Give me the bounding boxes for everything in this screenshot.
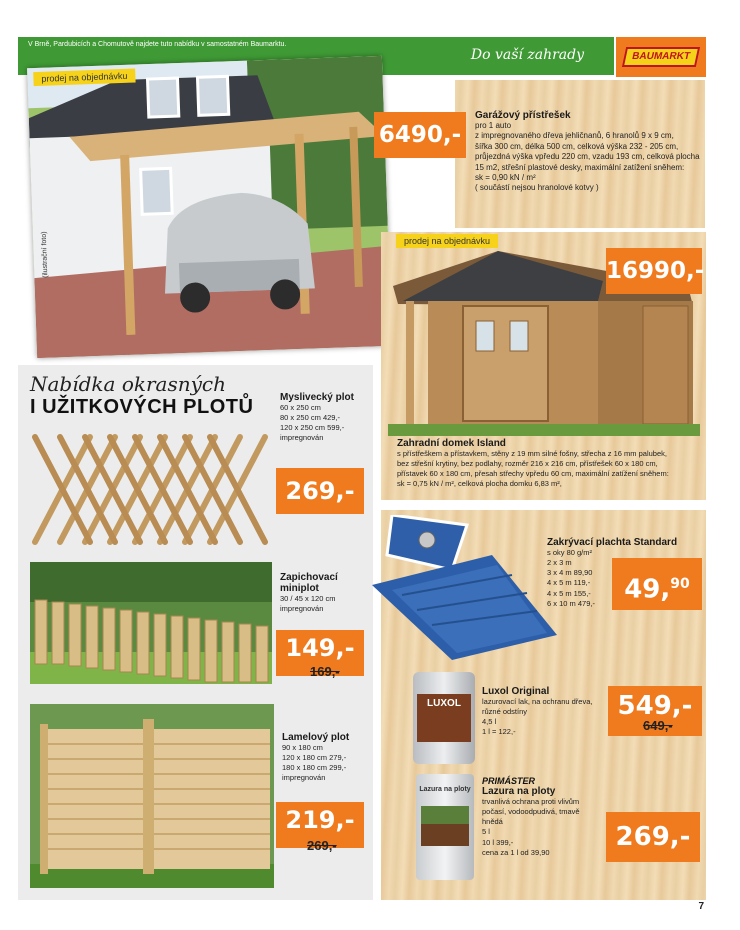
carport-title: Garážový přístřešek <box>475 110 571 121</box>
description-line: šířka 300 cm, délka 500 cm, celková výška 232 - 205 cm, <box>475 141 679 151</box>
description-line: 120 x 250 cm 599,- <box>280 423 345 433</box>
lamel-fence-image <box>30 704 274 888</box>
lazura-price: 269,- <box>606 812 700 862</box>
luxol-price: 549,- <box>608 686 702 736</box>
fence-1-description <box>280 403 370 444</box>
description-line: 180 x 180 cm 299,- <box>282 763 347 773</box>
description-line: impregnován <box>282 773 326 783</box>
fence-1-text <box>280 392 370 444</box>
house-text <box>397 438 703 490</box>
section-title: Do vaší zahrady <box>470 47 584 63</box>
description-line: impregnován <box>280 604 324 614</box>
carport-ribbon: prodej na objednávku <box>33 69 136 87</box>
house-ribbon: prodej na objednávku <box>396 234 498 248</box>
description-line: pro 1 auto <box>475 121 512 130</box>
baumarkt-logo[interactable] <box>616 37 706 77</box>
description-line: sk = 0,90 kN / m² <box>475 172 536 182</box>
fence-3-old-price: 269,- <box>307 838 337 853</box>
fences-heading <box>30 372 253 419</box>
description-line: 4,5 l <box>482 717 497 727</box>
fences-heading-script: Nabídka okrasných <box>30 372 226 396</box>
description-line: 6 x 10 m 479,- <box>547 598 595 608</box>
fence-2-description <box>280 594 370 614</box>
luxol-old-price: 649,- <box>643 718 673 733</box>
lazura-can <box>416 774 474 880</box>
lazura-text <box>482 776 612 858</box>
luxol-can <box>413 672 475 764</box>
header-note: V Brně, Pardubicích a Chomutově najdete tuto nabídku v samostatném Baumarktu. <box>28 41 287 48</box>
description-line: 90 x 180 cm <box>282 743 323 752</box>
description-line: různé odstíny <box>482 707 528 717</box>
description-line: lazurovací lak, na ochranu dřeva, <box>482 697 593 706</box>
description-line: impregnován <box>280 433 324 443</box>
description-line: ( součástí nejsou hranolové kotvy ) <box>475 183 599 193</box>
description-line: 3 x 4 m 89,90 <box>547 568 593 578</box>
description-line: počasí, vodoodpudivá, tmavě <box>482 807 580 817</box>
fence-2-old-price: 169,- <box>310 664 340 679</box>
description-line: 120 x 180 cm 279,- <box>282 753 347 763</box>
description-line: přístavek 60 x 180 cm, přesah střechy vpředu 60 cm, maximální zatížení sněhem: <box>397 469 669 479</box>
fence-3-description <box>282 743 372 784</box>
luxol-title: Luxol Original <box>482 686 550 697</box>
description-line: 1 l = 122,- <box>482 727 516 737</box>
fence-3-title: Lamelový plot <box>282 732 350 743</box>
house-description <box>397 449 703 490</box>
description-line: 2 x 3 m <box>547 558 572 568</box>
description-line: cena za 1 l od 39,90 <box>482 847 550 857</box>
fence-1-title: Myslivecký plot <box>280 392 354 403</box>
description-line: 4 x 5 m 119,- <box>547 578 591 588</box>
description-line: 15 m2, střešní plastové desky, maximální zatížení sněhem: <box>475 162 685 172</box>
page-number: 7 <box>698 901 704 912</box>
description-line: z impregnovaného dřeva jehličnanů, 6 hranolů 9 x 9 cm, <box>475 131 674 141</box>
description-line: 10 l 399,- <box>482 837 514 847</box>
mini-fence-image <box>30 562 272 684</box>
luxol-description <box>482 697 612 738</box>
tarp-title: Zakrývací plachta Standard <box>547 537 678 548</box>
lazura-brand: PRIMÁSTER <box>482 776 536 786</box>
carport-illustration <box>27 56 392 358</box>
fence-3-text <box>282 732 372 784</box>
description-line: s oky 80 g/m² <box>547 548 593 557</box>
logo-text: BAUMARKT <box>631 51 692 62</box>
description-line: 30 / 45 x 120 cm <box>280 594 336 603</box>
fence-2-price: 149,- <box>276 630 364 676</box>
tarp-price-main: 49, <box>624 574 671 605</box>
photo-note: (ilustrační foto) <box>40 231 50 278</box>
house-title: Zahradní domek Island <box>397 438 506 449</box>
luxol-text <box>482 686 612 738</box>
fence-3-price: 219,- <box>276 802 364 848</box>
fence-2-title: Zapichovací miniplot <box>280 572 338 594</box>
tarp-price <box>612 558 702 610</box>
carport-price: 6490,- <box>374 112 466 158</box>
lazura-can-label: Lazura na ploty <box>419 786 471 793</box>
luxol-can-label: LUXOL <box>427 698 461 709</box>
description-line: s přístřeškem a přístavkem, stěny z 19 mm silné fošny, střecha z 16 mm palubek, <box>397 449 667 458</box>
carport-text <box>475 110 705 194</box>
fence-1-price: 269,- <box>276 468 364 514</box>
fence-2-text <box>280 572 370 614</box>
description-line: 80 x 250 cm 429,- <box>280 413 341 423</box>
description-line: 5 l <box>482 827 490 837</box>
description-line: 4 x 5 m 155,- <box>547 588 591 598</box>
carport-photo <box>27 56 392 358</box>
description-line: bez střešní krytiny, bez podlahy, rozměr 216 x 216 cm, přístřešek 60 x 180 cm, <box>397 459 658 469</box>
tarp-price-cents: 90 <box>670 576 690 592</box>
description-line: trvanlivá ochrana proti vlivům <box>482 797 580 806</box>
fences-heading-caps: I UŽITKOVÝCH PLOTŮ <box>30 396 254 418</box>
tarp-image <box>372 515 562 665</box>
lazura-description <box>482 797 612 858</box>
carport-description <box>475 121 705 194</box>
lazura-title: Lazura na ploty <box>482 786 556 797</box>
description-line: hnědá <box>482 817 503 827</box>
description-line: průjezdná výška vpředu 220 cm, vzadu 193 cm, celková plocha <box>475 152 700 162</box>
description-line: sk = 0,75 kN / m², celková plocha domku 6,83 m², <box>397 479 562 489</box>
lattice-fence-image <box>30 432 275 547</box>
description-line: 60 x 250 cm <box>280 403 321 412</box>
house-price: 16990,- <box>606 248 702 294</box>
